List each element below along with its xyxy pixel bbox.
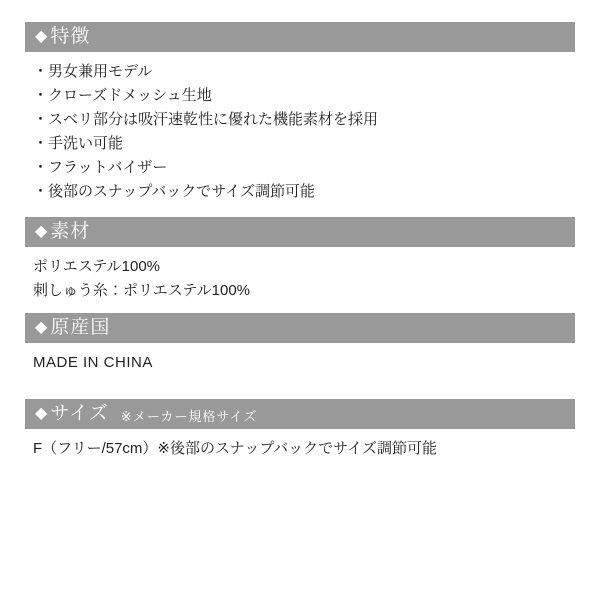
section-header-size xyxy=(25,399,575,429)
material-item: 刺しゅう糸：ポリエステル100% xyxy=(33,282,251,299)
section-material xyxy=(25,217,575,303)
section-title-material: 素材 xyxy=(50,221,91,242)
section-body-size xyxy=(25,437,575,461)
feature-item: ・後部のスナップバックでサイズ調節可能 xyxy=(33,183,316,200)
section-note-size: ※メーカー規格サイズ xyxy=(120,409,258,424)
origin-item: MADE IN CHINA xyxy=(33,354,153,371)
feature-item: ・スベリ部分は吸汗速乾性に優れた機能素材を採用 xyxy=(33,111,379,128)
diamond-icon: ◆ xyxy=(35,319,48,336)
feature-item: ・フラットバイザー xyxy=(33,159,168,176)
section-body-material xyxy=(25,255,575,303)
section-header-features xyxy=(25,22,575,52)
size-item: F（フリー/57cm）※後部のスナップバックでサイズ調節可能 xyxy=(33,440,437,457)
section-body-origin xyxy=(25,351,575,375)
feature-item: ・男女兼用モデル xyxy=(33,63,153,80)
diamond-icon: ◆ xyxy=(35,223,48,240)
feature-item: ・クローズドメッシュ生地 xyxy=(33,87,212,104)
section-header-material xyxy=(25,217,575,247)
feature-item: ・手洗い可能 xyxy=(33,135,124,152)
section-origin xyxy=(25,313,575,375)
diamond-icon: ◆ xyxy=(35,405,48,422)
section-title-origin: 原産国 xyxy=(50,317,111,338)
section-header-origin xyxy=(25,313,575,343)
section-features xyxy=(25,22,575,204)
material-item: ポリエステル100% xyxy=(33,258,161,275)
diamond-icon: ◆ xyxy=(35,28,48,45)
section-size xyxy=(25,399,575,461)
section-title-size: サイズ xyxy=(50,403,109,424)
section-title-features: 特徴 xyxy=(50,26,91,47)
section-body-features xyxy=(25,60,575,204)
